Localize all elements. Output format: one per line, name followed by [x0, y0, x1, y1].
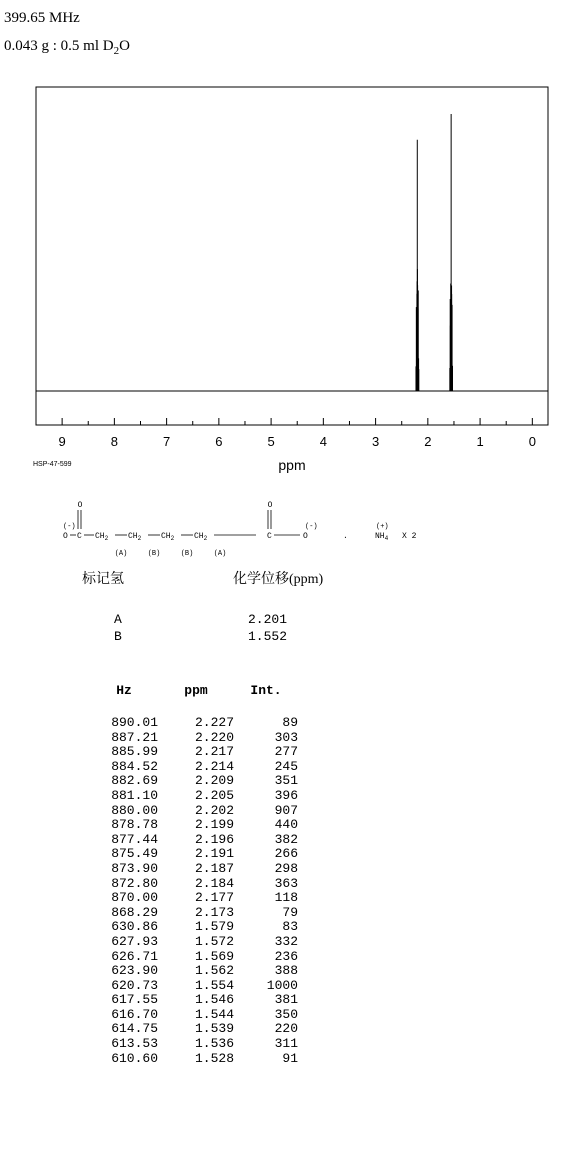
peak-ppm: 1.572 — [194, 933, 234, 949]
ch2-b2: $CH_2$ — [161, 532, 175, 542]
table-row — [90, 877, 298, 892]
peak-ppm: 1.554 — [194, 977, 234, 993]
peak-hz: 875.49 — [111, 846, 158, 862]
peak-ppm: 1.546 — [194, 992, 234, 1008]
pos-charge: (+) — [376, 523, 389, 531]
table-row — [90, 774, 298, 789]
peak-hz: 887.21 — [111, 729, 158, 745]
peak-hz: 878.78 — [111, 817, 158, 833]
proton-label-a1: (A) — [114, 550, 128, 558]
peak-ppm: 2.202 — [194, 802, 234, 818]
peak-int: 79 — [282, 904, 298, 920]
assignment-label-a: A — [114, 612, 122, 627]
table-row — [90, 789, 298, 804]
x-axis — [36, 418, 536, 449]
peak-int: 303 — [274, 729, 298, 745]
proton-label-b2: (B) — [180, 550, 194, 558]
peak-int: 236 — [274, 948, 298, 964]
peak-ppm: 2.196 — [194, 831, 234, 847]
concentration-prefix: 0.043 g : 0.5 ml D — [4, 38, 114, 54]
oxygen-top-right: O — [267, 501, 273, 510]
table-row — [90, 1022, 298, 1037]
peak-int: 332 — [274, 933, 298, 949]
peak-table — [90, 680, 298, 1066]
peak-int: 363 — [274, 875, 298, 891]
peak-int: 382 — [274, 831, 298, 847]
table-row — [90, 716, 298, 731]
peak-ppm: 2.191 — [194, 846, 234, 862]
carbon-right: C — [267, 532, 272, 541]
x-tick-label: 5 — [267, 434, 275, 449]
peak-ppm: 2.217 — [194, 744, 234, 760]
peak-hz: 890.01 — [111, 715, 158, 730]
molecule-structure — [60, 496, 460, 566]
x-tick-label: 1 — [476, 434, 484, 449]
oxygen-left: O — [63, 532, 68, 541]
proton-label-b1: (B) — [147, 550, 161, 558]
peak-ppm: 1.536 — [194, 1036, 234, 1052]
x-tick-label: 9 — [58, 434, 66, 449]
table-row — [90, 1052, 298, 1067]
peak-layer — [416, 114, 453, 391]
peak-hz: 610.60 — [111, 1050, 158, 1066]
salt-separator: . — [343, 532, 348, 541]
col-header-ppm: ppm — [184, 682, 208, 698]
proton-label-a2: (A) — [213, 550, 227, 558]
assignment-shift-b: 1.552 — [248, 629, 288, 644]
table-row — [90, 818, 298, 833]
peak-ppm: 1.539 — [194, 1021, 234, 1037]
concentration-subscript: 2 — [113, 45, 120, 57]
peak-ppm: 2.214 — [194, 758, 234, 774]
peak-int: 440 — [274, 817, 298, 833]
x-tick-label: 3 — [371, 434, 380, 449]
peak-int: 83 — [282, 919, 298, 935]
peak-hz: 623.90 — [111, 963, 158, 979]
peak-int: 311 — [274, 1036, 298, 1052]
peak-hz: 877.44 — [111, 831, 158, 847]
peak-hz: 617.55 — [111, 992, 158, 1008]
table-row — [90, 920, 298, 935]
peak-int: 907 — [274, 802, 298, 818]
peak-int: 1000 — [266, 977, 298, 993]
table-row — [90, 760, 298, 775]
ch2-a1: $CH_2$ — [95, 532, 109, 542]
peak-hz: 630.86 — [111, 919, 158, 935]
table-row — [90, 862, 298, 877]
peak-int: 266 — [274, 846, 298, 862]
peak-hz: 868.29 — [111, 904, 158, 920]
peak-int: 91 — [282, 1050, 298, 1066]
assignment-label-header: 标记氢 — [82, 572, 124, 587]
table-row — [90, 833, 298, 848]
peak-ppm: 1.528 — [194, 1050, 234, 1066]
x-tick-label: 6 — [215, 434, 223, 449]
x-axis-label: ppm — [278, 457, 306, 473]
peak-ppm: 2.220 — [194, 729, 234, 745]
peak-hz: 880.00 — [111, 802, 158, 818]
peak-ppm: 2.205 — [194, 787, 234, 803]
peak-ppm: 2.184 — [194, 875, 234, 891]
neg-charge-right: (-) — [305, 523, 318, 531]
peak-ppm: 1.579 — [194, 919, 234, 935]
spectrometer-frequency: 399.65 MHz — [4, 10, 80, 26]
carbon-left: C — [77, 532, 82, 541]
x-tick-label: 8 — [110, 434, 118, 449]
table-row — [90, 745, 298, 760]
peak-hz: 616.70 — [111, 1006, 158, 1022]
plot-frame — [36, 87, 548, 425]
peak-table-header — [90, 680, 298, 700]
table-row — [90, 804, 298, 819]
peak-hz: 626.71 — [111, 948, 158, 964]
peak-hz: 885.99 — [111, 744, 158, 760]
peak-int: 220 — [274, 1021, 298, 1037]
peak-int: 277 — [274, 744, 298, 760]
table-row — [90, 906, 298, 921]
peak-ppm: 2.187 — [194, 860, 234, 876]
peak-int: 350 — [274, 1006, 298, 1022]
nmr-spectrum-chart — [0, 0, 570, 480]
assignment-shift-header: 化学位移(ppm) — [233, 572, 324, 587]
peak-hz: 614.75 — [111, 1021, 158, 1037]
assignment-label-b: B — [114, 629, 122, 644]
table-row — [90, 964, 298, 979]
peak-int: 388 — [274, 963, 298, 979]
table-row — [90, 847, 298, 862]
peak-hz: 872.80 — [111, 875, 158, 891]
peak-hz: 881.10 — [111, 787, 158, 803]
neg-charge-left: (-) — [63, 523, 76, 531]
table-row — [90, 935, 298, 950]
assignment-shift-a: 2.201 — [248, 612, 288, 627]
table-row — [90, 993, 298, 1008]
table-row — [90, 891, 298, 906]
peak-int: 381 — [274, 992, 298, 1008]
peak-hz: 884.52 — [111, 758, 158, 774]
x-tick-label: 4 — [319, 434, 327, 449]
table-row — [90, 1037, 298, 1052]
peak-ppm: 2.227 — [194, 715, 234, 730]
peak-ppm: 2.173 — [194, 904, 234, 920]
table-row — [90, 731, 298, 746]
peak-ppm: 2.199 — [194, 817, 234, 833]
peak-int: 298 — [274, 860, 298, 876]
peak-hz: 613.53 — [111, 1036, 158, 1052]
peak-hz: 627.93 — [111, 933, 158, 949]
spectrum-code: HSP-47-599 — [33, 461, 72, 468]
peak-ppm: 1.562 — [194, 963, 234, 979]
peak-table-body — [90, 700, 298, 1066]
x-tick-label: 7 — [162, 434, 171, 449]
table-spacer — [90, 700, 298, 716]
col-header-int: Int. — [250, 682, 282, 698]
peak-int: 245 — [274, 758, 298, 774]
x-tick-label: 2 — [424, 434, 432, 449]
peak-hz: 873.90 — [111, 860, 158, 876]
peak-ppm: 1.544 — [194, 1006, 234, 1022]
table-row — [90, 950, 298, 965]
ammonium: $NH_4$ — [375, 532, 389, 542]
oxygen-right: O — [303, 532, 308, 541]
peak-hz: 870.00 — [111, 890, 158, 906]
x-tick-label: 0 — [528, 434, 536, 449]
multiplier: X 2 — [402, 532, 417, 541]
peak-int: 118 — [274, 890, 298, 906]
ch2-a2: $CH_2$ — [194, 532, 208, 542]
peak-hz: 882.69 — [111, 773, 158, 789]
table-row — [90, 979, 298, 994]
ch2-b1: $CH_2$ — [128, 532, 142, 542]
oxygen-top-left: O — [77, 501, 83, 510]
peak-ppm: 2.209 — [194, 773, 234, 789]
col-header-hz: Hz — [116, 682, 132, 698]
peak-int: 351 — [274, 773, 298, 789]
table-row — [90, 1008, 298, 1023]
concentration-suffix: O — [119, 38, 130, 54]
peak-int: 89 — [282, 715, 298, 730]
peak-hz: 620.73 — [111, 977, 158, 993]
peak-ppm: 2.177 — [194, 890, 234, 906]
peak-ppm: 1.569 — [194, 948, 234, 964]
peak-int: 396 — [274, 787, 298, 803]
